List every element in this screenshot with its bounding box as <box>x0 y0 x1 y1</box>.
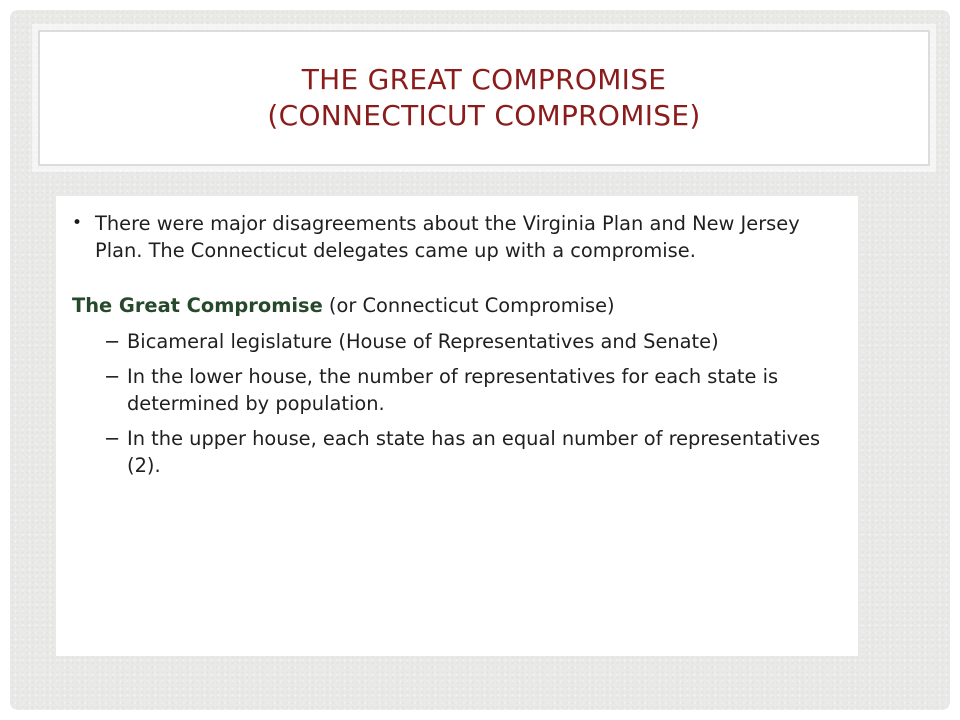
dash-icon: − <box>104 330 121 353</box>
bullet-icon: • <box>72 213 83 233</box>
slide <box>10 10 950 710</box>
subheading-rest: (or Connecticut Compromise) <box>322 294 615 317</box>
intro-bullet <box>72 210 844 264</box>
list-item-text: In the lower house, the number of representatives for each state is determined by population. <box>127 365 779 415</box>
slide-title-line-1: THE GREAT COMPROMISE <box>301 63 667 96</box>
list-item-text: Bicameral legislature (House of Representatives and Senate) <box>127 330 719 353</box>
list-item <box>72 425 844 479</box>
dash-icon: − <box>104 365 121 388</box>
subheading-bold: The Great Compromise <box>72 294 323 317</box>
dash-icon: − <box>104 427 121 450</box>
list-item <box>72 328 844 355</box>
list-item <box>72 363 844 417</box>
content-box <box>56 196 858 656</box>
list-item-text: In the upper house, each state has an equal number of representatives (2). <box>127 427 821 477</box>
title-box <box>38 30 930 166</box>
dash-list <box>72 328 844 479</box>
subheading <box>72 292 844 319</box>
intro-text: There were major disagreements about the Virginia Plan and New Jersey Plan. The Connecticut delegates came up with a compromise. <box>95 212 800 262</box>
slide-title-line-2: (CONNECTICUT COMPROMISE) <box>267 99 701 132</box>
